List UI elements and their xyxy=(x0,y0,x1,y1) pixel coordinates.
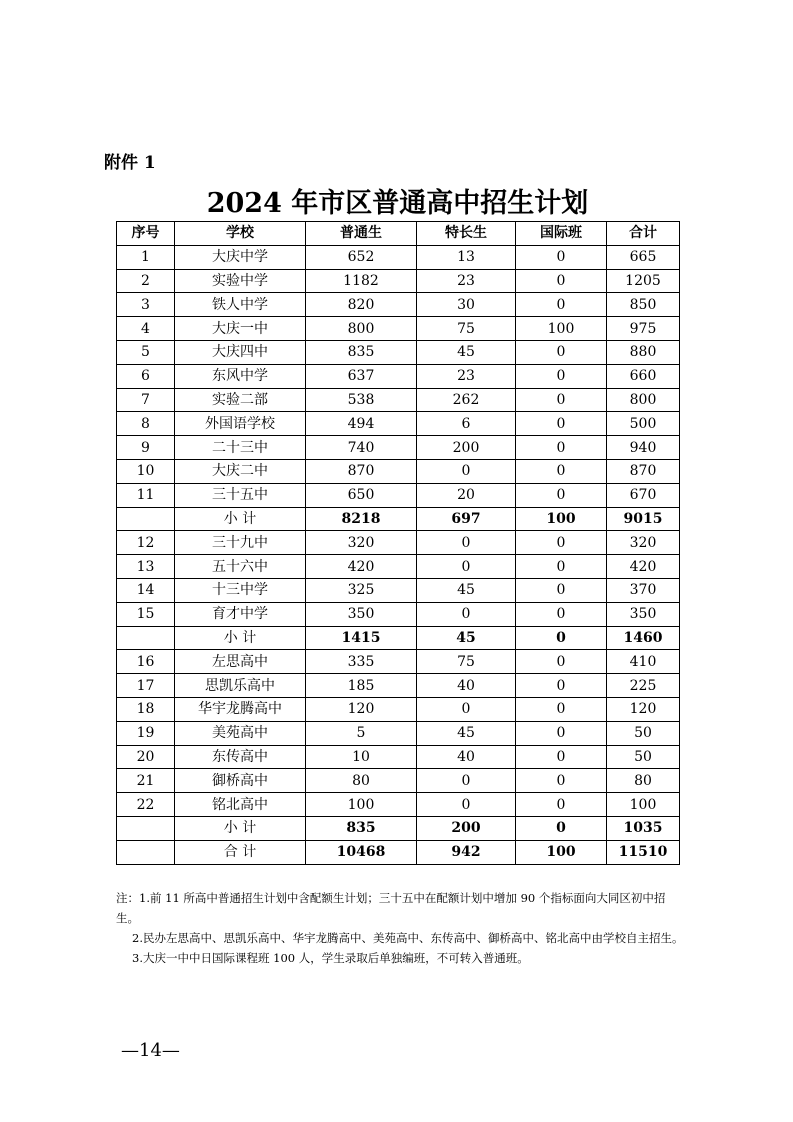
cell-school: 三十五中 xyxy=(175,483,306,507)
table-row xyxy=(117,650,680,674)
cell-no: 21 xyxy=(117,769,175,793)
cell-special: 45 xyxy=(417,626,516,650)
attachment-label: 附件 1 xyxy=(104,153,156,173)
cell-school: 外国语学校 xyxy=(175,412,306,436)
cell-total: 50 xyxy=(607,745,680,769)
cell-international: 0 xyxy=(516,602,607,626)
cell-regular: 120 xyxy=(306,697,417,721)
header-no: 序号 xyxy=(117,222,175,246)
cell-special: 75 xyxy=(417,650,516,674)
cell-total: 660 xyxy=(607,364,680,388)
table-row xyxy=(117,340,680,364)
cell-no xyxy=(117,626,175,650)
cell-no: 14 xyxy=(117,578,175,602)
table-row xyxy=(117,245,680,269)
cell-international: 0 xyxy=(516,245,607,269)
table-row xyxy=(117,436,680,460)
cell-total: 1205 xyxy=(607,269,680,293)
cell-regular: 800 xyxy=(306,317,417,341)
cell-total: 350 xyxy=(607,602,680,626)
cell-no: 11 xyxy=(117,483,175,507)
cell-international: 100 xyxy=(516,507,607,531)
cell-special: 20 xyxy=(417,483,516,507)
cell-school: 华宇龙腾高中 xyxy=(175,697,306,721)
cell-school: 合 计 xyxy=(175,840,306,864)
page-number: —14— xyxy=(121,1040,180,1061)
cell-school: 育才中学 xyxy=(175,602,306,626)
cell-no: 5 xyxy=(117,340,175,364)
cell-total: 880 xyxy=(607,340,680,364)
cell-no: 6 xyxy=(117,364,175,388)
cell-no: 22 xyxy=(117,793,175,817)
table-row xyxy=(117,674,680,698)
cell-special: 697 xyxy=(417,507,516,531)
cell-school: 大庆四中 xyxy=(175,340,306,364)
cell-international: 0 xyxy=(516,340,607,364)
cell-no: 16 xyxy=(117,650,175,674)
cell-special: 262 xyxy=(417,388,516,412)
header-special: 特长生 xyxy=(417,222,516,246)
cell-no: 17 xyxy=(117,674,175,698)
table-row xyxy=(117,769,680,793)
table-row xyxy=(117,364,680,388)
cell-regular: 835 xyxy=(306,340,417,364)
cell-special: 40 xyxy=(417,674,516,698)
cell-total: 975 xyxy=(607,317,680,341)
cell-regular: 185 xyxy=(306,674,417,698)
cell-international: 0 xyxy=(516,459,607,483)
cell-international: 0 xyxy=(516,745,607,769)
cell-school: 小 计 xyxy=(175,816,306,840)
cell-special: 23 xyxy=(417,364,516,388)
cell-total: 665 xyxy=(607,245,680,269)
cell-total: 870 xyxy=(607,459,680,483)
cell-special: 13 xyxy=(417,245,516,269)
cell-no xyxy=(117,507,175,531)
cell-international: 0 xyxy=(516,436,607,460)
cell-school: 铁人中学 xyxy=(175,293,306,317)
notes xyxy=(116,888,688,968)
subtotal-row xyxy=(117,507,680,531)
cell-school: 小 计 xyxy=(175,507,306,531)
cell-international: 0 xyxy=(516,769,607,793)
cell-school: 大庆中学 xyxy=(175,245,306,269)
note-3: 3.大庆一中中日国际课程班 100 人，学生录取后单独编班，不可转入普通班。 xyxy=(132,951,529,965)
cell-no: 15 xyxy=(117,602,175,626)
cell-regular: 8218 xyxy=(306,507,417,531)
cell-regular: 820 xyxy=(306,293,417,317)
header-international: 国际班 xyxy=(516,222,607,246)
header-regular: 普通生 xyxy=(306,222,417,246)
cell-special: 0 xyxy=(417,531,516,555)
cell-regular: 1182 xyxy=(306,269,417,293)
cell-special: 75 xyxy=(417,317,516,341)
cell-school: 大庆二中 xyxy=(175,459,306,483)
cell-special: 45 xyxy=(417,721,516,745)
table-row xyxy=(117,531,680,555)
cell-total: 225 xyxy=(607,674,680,698)
table-row xyxy=(117,745,680,769)
cell-special: 0 xyxy=(417,555,516,579)
cell-school: 东传高中 xyxy=(175,745,306,769)
cell-total: 670 xyxy=(607,483,680,507)
cell-regular: 637 xyxy=(306,364,417,388)
cell-total: 50 xyxy=(607,721,680,745)
cell-special: 942 xyxy=(417,840,516,864)
cell-no: 4 xyxy=(117,317,175,341)
note-1: 注：1.前 11 所高中普通招生计划中含配额生计划；三十五中在配额计划中增加 90 个指标面向大同区初中招生。 xyxy=(116,891,666,925)
cell-no: 1 xyxy=(117,245,175,269)
cell-international: 0 xyxy=(516,674,607,698)
cell-international: 0 xyxy=(516,793,607,817)
cell-international: 0 xyxy=(516,412,607,436)
note-2: 2.民办左思高中、思凯乐高中、华宇龙腾高中、美苑高中、东传高中、御桥高中、铭北高中由学校自主招生。 xyxy=(132,931,684,945)
cell-no: 9 xyxy=(117,436,175,460)
cell-special: 0 xyxy=(417,697,516,721)
cell-total: 11510 xyxy=(607,840,680,864)
cell-international: 0 xyxy=(516,578,607,602)
page-title: 2024 年市区普通高中招生计划 xyxy=(206,188,589,219)
cell-regular: 325 xyxy=(306,578,417,602)
cell-total: 850 xyxy=(607,293,680,317)
table-body xyxy=(117,245,680,864)
cell-no: 19 xyxy=(117,721,175,745)
cell-regular: 100 xyxy=(306,793,417,817)
table-row xyxy=(117,483,680,507)
cell-school: 思凯乐高中 xyxy=(175,674,306,698)
subtotal-row xyxy=(117,626,680,650)
cell-international: 0 xyxy=(516,626,607,650)
cell-special: 45 xyxy=(417,578,516,602)
cell-total: 420 xyxy=(607,555,680,579)
cell-international: 100 xyxy=(516,840,607,864)
cell-no: 8 xyxy=(117,412,175,436)
cell-international: 0 xyxy=(516,650,607,674)
header-total: 合计 xyxy=(607,222,680,246)
cell-regular: 80 xyxy=(306,769,417,793)
cell-no xyxy=(117,840,175,864)
cell-total: 120 xyxy=(607,697,680,721)
cell-school: 御桥高中 xyxy=(175,769,306,793)
cell-regular: 740 xyxy=(306,436,417,460)
cell-total: 410 xyxy=(607,650,680,674)
cell-no: 12 xyxy=(117,531,175,555)
table-row xyxy=(117,293,680,317)
cell-no: 10 xyxy=(117,459,175,483)
cell-school: 实验二部 xyxy=(175,388,306,412)
cell-school: 十三中学 xyxy=(175,578,306,602)
cell-special: 200 xyxy=(417,436,516,460)
cell-no: 7 xyxy=(117,388,175,412)
cell-school: 二十三中 xyxy=(175,436,306,460)
header-school: 学校 xyxy=(175,222,306,246)
cell-no: 13 xyxy=(117,555,175,579)
cell-no: 20 xyxy=(117,745,175,769)
cell-school: 五十六中 xyxy=(175,555,306,579)
cell-total: 800 xyxy=(607,388,680,412)
cell-special: 200 xyxy=(417,816,516,840)
subtotal-row xyxy=(117,840,680,864)
cell-no xyxy=(117,816,175,840)
cell-regular: 10 xyxy=(306,745,417,769)
cell-regular: 350 xyxy=(306,602,417,626)
table-row xyxy=(117,412,680,436)
table-row xyxy=(117,602,680,626)
cell-international: 0 xyxy=(516,816,607,840)
cell-regular: 320 xyxy=(306,531,417,555)
cell-total: 320 xyxy=(607,531,680,555)
cell-international: 0 xyxy=(516,388,607,412)
table-row xyxy=(117,388,680,412)
cell-school: 三十九中 xyxy=(175,531,306,555)
cell-school: 大庆一中 xyxy=(175,317,306,341)
cell-regular: 650 xyxy=(306,483,417,507)
cell-total: 1035 xyxy=(607,816,680,840)
cell-school: 实验中学 xyxy=(175,269,306,293)
cell-regular: 10468 xyxy=(306,840,417,864)
table-row xyxy=(117,459,680,483)
cell-no: 2 xyxy=(117,269,175,293)
cell-school: 东风中学 xyxy=(175,364,306,388)
table-row xyxy=(117,721,680,745)
table-row xyxy=(117,317,680,341)
cell-international: 100 xyxy=(516,317,607,341)
table-row xyxy=(117,793,680,817)
enrollment-plan-table xyxy=(116,221,680,865)
cell-school: 小 计 xyxy=(175,626,306,650)
cell-regular: 870 xyxy=(306,459,417,483)
cell-no: 18 xyxy=(117,697,175,721)
cell-regular: 652 xyxy=(306,245,417,269)
cell-international: 0 xyxy=(516,483,607,507)
cell-regular: 835 xyxy=(306,816,417,840)
cell-international: 0 xyxy=(516,697,607,721)
cell-special: 6 xyxy=(417,412,516,436)
cell-school: 左思高中 xyxy=(175,650,306,674)
table-row xyxy=(117,269,680,293)
cell-total: 1460 xyxy=(607,626,680,650)
cell-total: 500 xyxy=(607,412,680,436)
cell-school: 美苑高中 xyxy=(175,721,306,745)
cell-no: 3 xyxy=(117,293,175,317)
table-row xyxy=(117,697,680,721)
cell-special: 0 xyxy=(417,459,516,483)
cell-international: 0 xyxy=(516,293,607,317)
cell-international: 0 xyxy=(516,721,607,745)
cell-total: 370 xyxy=(607,578,680,602)
cell-special: 45 xyxy=(417,340,516,364)
subtotal-row xyxy=(117,816,680,840)
cell-total: 940 xyxy=(607,436,680,460)
table-row xyxy=(117,555,680,579)
cell-special: 0 xyxy=(417,793,516,817)
cell-school: 铭北高中 xyxy=(175,793,306,817)
cell-total: 100 xyxy=(607,793,680,817)
cell-special: 0 xyxy=(417,769,516,793)
cell-regular: 1415 xyxy=(306,626,417,650)
cell-special: 0 xyxy=(417,602,516,626)
cell-international: 0 xyxy=(516,555,607,579)
cell-international: 0 xyxy=(516,364,607,388)
cell-regular: 335 xyxy=(306,650,417,674)
cell-special: 40 xyxy=(417,745,516,769)
cell-international: 0 xyxy=(516,269,607,293)
cell-regular: 5 xyxy=(306,721,417,745)
cell-special: 23 xyxy=(417,269,516,293)
cell-total: 9015 xyxy=(607,507,680,531)
cell-regular: 420 xyxy=(306,555,417,579)
table-header-row xyxy=(117,222,680,246)
cell-regular: 494 xyxy=(306,412,417,436)
cell-total: 80 xyxy=(607,769,680,793)
cell-regular: 538 xyxy=(306,388,417,412)
table-row xyxy=(117,578,680,602)
cell-special: 30 xyxy=(417,293,516,317)
cell-international: 0 xyxy=(516,531,607,555)
